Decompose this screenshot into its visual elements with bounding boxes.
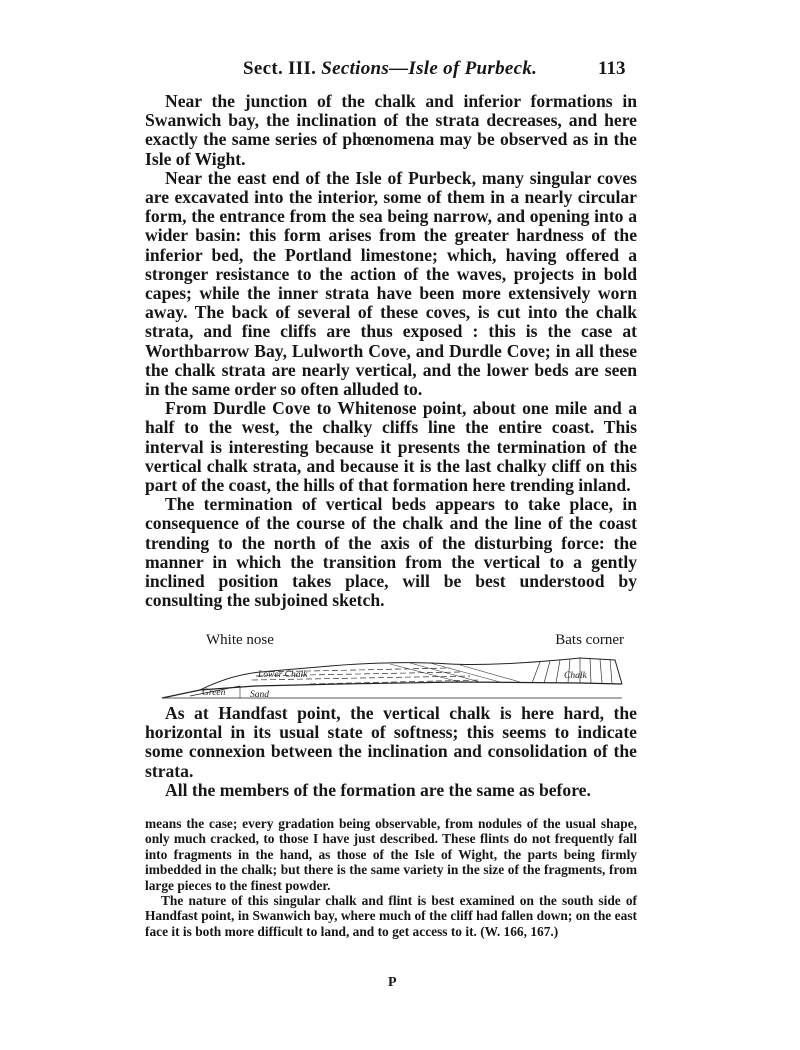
figure-label-bats-corner: Bats corner [555,632,624,648]
label-lower-chalk: Lower Chalk [258,670,308,680]
running-header [0,58,800,82]
footnote-paragraph: The nature of this singular chalk and flint is best examined on the south side of Handfast point, in Swanwich bay, where much of the cliff had fallen down; on the east face it is both more difficult to land, and to get access to it. (W. 166, 167.) [145,893,637,939]
cliff-sketch-figure [160,632,628,702]
main-text [145,92,637,610]
paragraph: As at Handfast point, the vertical chalk is here hard, the horizontal in its usual state of softness; this seems to indicate some connexion between the inclination and consolidation of the strata. [145,703,637,781]
section-title: Sections—Isle of Purbeck. [321,58,538,79]
footnote [145,816,637,939]
signature-mark: P [388,975,397,990]
figure-label-white-nose: White nose [206,632,274,648]
paragraph: The termination of vertical beds appears to take place, in consequence of the course of the chalk and the line of the coast trending to the north of the axis of the disturbing force: the manner in which the transition from the vertical to a gently inclined position takes place, will be best understood by consulting the subjoined sketch. [145,494,637,611]
label-sand: Sand [250,690,269,700]
paragraph: Near the east end of the Isle of Purbeck, many singular coves are excavated into the interior, some of them in a nearly circular form, the entrance from the sea being narrow, and opening into a wider basin: this form arises from the greater hardness of the inferior bed, the Portland limestone; which, having offered a stronger resistance to the action of the waves, projects in bold capes; while the inner strata have been more extensively worn away. The back of several of these coves, is cut into the chalk strata, and fine cliffs are thus exposed : this is the case at Worthbarrow Bay, Lulworth Cove, and Durdle Cove; in all these the chalk strata are nearly vertical, and the lower beds are seen in the same order so often alluded to. [145,167,637,400]
sketch-base-line [162,682,622,698]
section-number: Sect. III. [243,58,317,79]
paragraph: All the members of the formation are the same as before. [165,779,591,800]
strata-sketch [160,650,628,702]
footnote-continuation: means the case; every gradation being observable, from nodules of the usual shape, only much cracked, to those I have just described. These flints do not frequently fall into fragments in the hand, as those of the Isle of Wight, the parts being firmly imbedded in the chalk; but there is the same variety in the size of the fragments, from large pieces to the finest powder. [145,816,637,893]
label-green: Green [202,688,226,698]
main-text-continued [145,704,637,800]
paragraph: From Durdle Cove to Whitenose point, about one mile and a half to the west, the chalky cliffs line the entire coast. This interval is interesting because it presents the termination of the vertical chalk strata, and because it is the last chalky cliff on this part of the coast, the hills of that formation here trending inland. [145,398,637,496]
label-chalk: Chalk [564,671,587,681]
page-number: 113 [598,58,626,79]
section-heading [243,58,537,80]
paragraph: Near the junction of the chalk and inferior formations in Swanwich bay, the inclination of the strata decreases, and here exactly the same series of phœnomena may be observed as in the Isle of Wight. [145,91,637,169]
